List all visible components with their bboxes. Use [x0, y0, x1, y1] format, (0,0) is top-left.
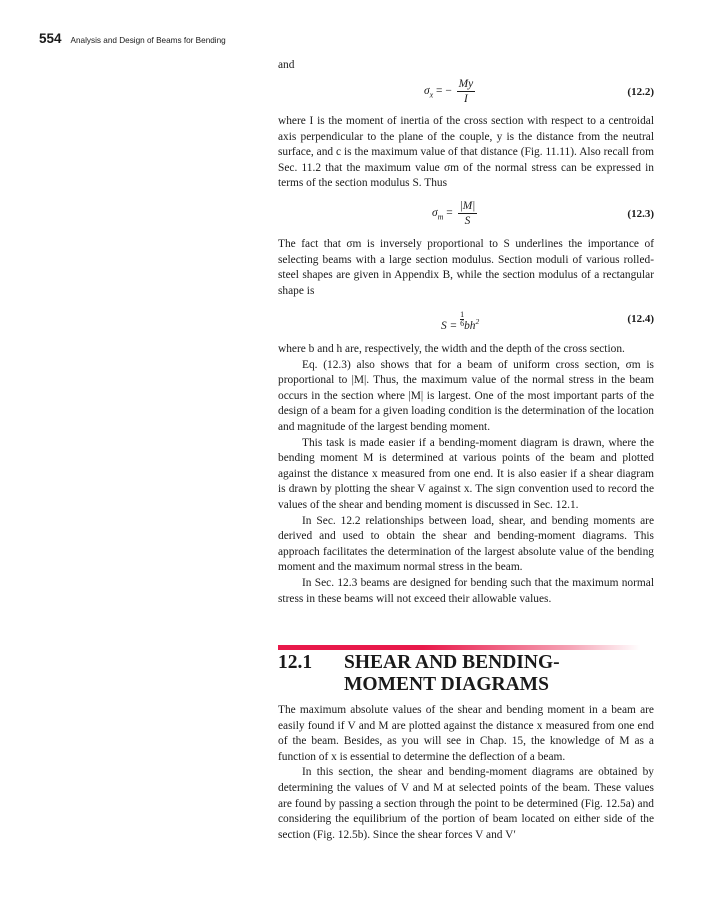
p3-text: where b and h are, respectively, the width and the depth of the cross section. [278, 343, 625, 355]
p7-text: In Sec. 12.3 beams are designed for bending such that the maximum normal stress in these beams will not exceed their allowable values. [278, 576, 654, 605]
eq-12-4-number: (12.4) [627, 313, 654, 325]
section-title: SHEAR AND BENDING- MOMENT DIAGRAMS [344, 652, 560, 695]
chapter-title: Analysis and Design of Beams for Bending [70, 36, 226, 45]
equation-12-3 [278, 199, 654, 233]
paragraph-1 [278, 114, 654, 192]
page-number: 554 [39, 31, 62, 46]
section-number: 12.1 [278, 652, 313, 673]
eq-12-3-number: (12.3) [627, 208, 654, 220]
body-text-block [278, 342, 654, 607]
p9-text: In this section, the shear and bending-moment diagrams are obtained by determining the values of V and M at selected points of the beam. These values are found by passing a section through the point to be determined (Fig. 12.5a) and considering the equilibrium of the portion of beam located on either side of the section (Fig. 12.5b). Since the shear forces V and V′ [278, 766, 654, 841]
intro-text [278, 58, 654, 74]
eq-12-4-formula: S = $\frac{1}{6}$ $bh^2$ [441, 310, 480, 332]
p4-text: Eq. (12.3) also shows that for a beam of uniform cross section, σm is proportional to |M|. Thus, the maximum value of the normal stress in the beam occurs in the section where |M| is largest. One of the most important parts of the design of a beam for a given loading condition is the determination of the location and magnitude of the largest bending moment. [278, 358, 654, 433]
equation-12-2 [278, 77, 654, 111]
section-body [278, 703, 654, 843]
p8-text: The maximum absolute values of the shear and bending moment in a beam are easily found if V and M are plotted against the distance x measured from one end of the beam. Besides, as you will see in Chap. 15, the knowledge of M as a function of x is essential to determine the deflection of a beam. [278, 704, 654, 763]
running-head [39, 30, 226, 48]
p6-text: In Sec. 12.2 relationships between load, shear, and bending moments are derived and used to obtain the shear and bending-moment diagrams. This approach facilitates the determination of the largest absolute value of the bending moment and the maximum normal stress in the beam. [278, 514, 654, 574]
paragraph-2 [278, 237, 654, 299]
p2-text: The fact that σm is inversely proportional to S underlines the importance of selecting beams with a large section modulus. Section moduli of various rolled-steel shapes are given in Appendix B, while the section modulus of a rectangular shape is [278, 238, 654, 297]
p5-text: This task is made easier if a bending-moment diagram is drawn, where the bending moment M is determined at various points of the beam and plotted against the distance x measured from one end. It is also easier if a shear diagram is drawn by plotting the shear V against x. The sign convention used to record the values of the shear and bending moment is discussed in Sec. 12.1. [278, 436, 654, 511]
eq-12-2-number: (12.2) [627, 86, 654, 98]
p1-text: where I is the moment of inertia of the cross section with respect to a centroidal axis perpendicular to the plane of the couple, y is the distance from the neutral surface, and c is the maximum value of that distance (Fig. 11.11). Also recall from Sec. 11.2 that the maximum value σm of the normal stress can be expressed in terms of the section modulus S. Thus [278, 115, 654, 190]
intro-word: and [278, 59, 295, 71]
eq-12-3-formula: $\sigma_m$ = $\frac{|M|}{S}$ [432, 200, 476, 227]
eq-12-2-formula: $\sigma_x$ = − $\frac{My}{I}$ [424, 78, 474, 105]
equation-12-4 [278, 307, 654, 341]
section-accent-bar [278, 645, 640, 650]
